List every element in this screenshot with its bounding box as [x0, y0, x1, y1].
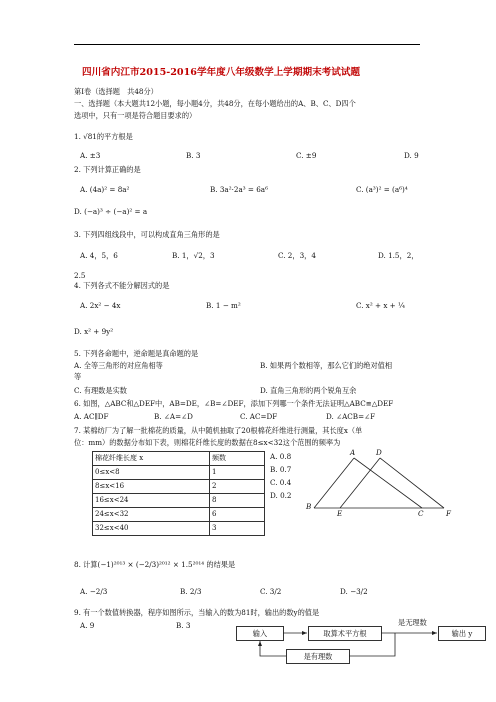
- table-row: [93, 508, 265, 522]
- q9-stem: 9. 有一个数值转换器，程序如图所示，当输入的数为81时，输出的数y的值是: [74, 608, 320, 617]
- header-rule: [74, 44, 420, 45]
- section-heading: 第Ⅰ卷（选择题 共48分）: [74, 87, 158, 96]
- q1-stem: 1. √81的平方根是: [74, 132, 133, 141]
- table-row: [93, 522, 265, 536]
- q5-stem: 5. 下列各命题中，逆命题是真命题的是: [74, 349, 199, 358]
- table-cell: 8: [210, 494, 265, 508]
- q6-option-c: C. AC=DF: [240, 412, 278, 421]
- flow-arrows: [230, 620, 490, 670]
- q8-option-a: A. −2/3: [80, 587, 108, 596]
- q6-option-b: B. ∠A=∠D: [154, 412, 193, 421]
- fiber-length-table: [92, 451, 265, 536]
- q7-option-a: A. 0.8: [270, 452, 292, 461]
- table-cell: 24≤x<32: [93, 508, 210, 522]
- point-label-c: C: [418, 509, 424, 518]
- segment-ed: [340, 458, 380, 508]
- flow-output-box: 输出 y: [438, 626, 486, 641]
- q3-option-d-cont: 2.5: [74, 271, 86, 280]
- arrow-process-rational: [349, 633, 395, 656]
- q1-option-c: C. ±9: [296, 151, 317, 160]
- q5-option-a: A. 全等三角形的对应角相等: [74, 361, 163, 370]
- q9-option-a: A. 9: [80, 621, 95, 630]
- q7-option-d: D. 0.2: [270, 491, 292, 500]
- table-cell: 32≤x<40: [93, 522, 210, 536]
- table-cell: 0≤x<8: [93, 466, 210, 480]
- q7-option-b: B. 0.7: [270, 465, 292, 474]
- arrow-rational-input: [260, 641, 286, 656]
- q7-option-c: C. 0.4: [270, 478, 292, 487]
- q9-option-b: B. 3: [176, 621, 191, 630]
- point-label-e: E: [337, 509, 343, 518]
- q5-option-b: B. 如果两个数相等，那么它们的绝对值相: [260, 361, 393, 370]
- table-cell: 1: [210, 466, 265, 480]
- table-cell: 16≤x<24: [93, 494, 210, 508]
- table-cell: 频数: [210, 452, 265, 466]
- q2-stem: 2. 下列计算正确的是: [74, 165, 141, 174]
- flow-process-box: 取算术平方根: [308, 626, 382, 641]
- page-title: 四川省内江市2015-2016学年度八年级数学上学期期末考试试题: [82, 67, 361, 78]
- table-cell: 2: [210, 480, 265, 494]
- q3-option-b: B. 1，√2，3: [172, 251, 215, 260]
- q7-stem-line1: 7. 某棉纺厂为了解一批棉花的质量，从中随机抽取了20根棉花纤维进行测量，其长度x（单: [74, 426, 363, 435]
- q3-option-a: A. 4，5，6: [80, 251, 118, 260]
- point-label-a: A: [350, 448, 356, 457]
- table-row: [93, 494, 265, 508]
- q7-stem-line2: 位：mm）的数据分布如下表，则棉花纤维长度的数据在8≤x<32这个范围的频率为: [74, 438, 341, 447]
- q2-option-b: B. 3a²·2a³ = 6a⁶: [210, 185, 268, 194]
- q8-option-c: C. 3/2: [260, 587, 282, 596]
- flow-rational-box: 是有理数: [286, 649, 350, 664]
- q4-option-a: A. 2x² − 4x: [80, 301, 121, 310]
- q2-option-d: D. (−a)³ ÷ (−a)² = a: [74, 207, 148, 216]
- q4-option-b: B. 1 − m²: [206, 301, 241, 310]
- q6-option-a: A. AC∥DF: [74, 412, 109, 421]
- flow-irrational-label: 是无理数: [398, 618, 427, 627]
- table-cell: 3: [210, 522, 265, 536]
- q3-option-c: C. 2，3，4: [278, 251, 316, 260]
- q2-option-a: A. (4a)² = 8a²: [80, 185, 130, 194]
- q6-option-d: D. ∠ACB=∠F: [326, 412, 376, 421]
- q8-stem: 8. 计算(−1)²⁰¹³ × (−2/3)²⁰¹² × 1.5²⁰¹⁴ 的结果是: [74, 560, 236, 569]
- q4-option-c: C. x² + x + ¼: [356, 301, 405, 310]
- q3-option-d: D. 1.5，2，: [378, 251, 419, 260]
- instructions-line1: 一、选择题（本大题共12小题，每小题4分，共48分，在每小题给出的A、B、C、D四个: [74, 99, 356, 108]
- q1-option-d: D. 9: [404, 151, 419, 160]
- table-cell: 8≤x<16: [93, 480, 210, 494]
- table-row: [93, 480, 265, 494]
- q4-stem: 4. 下列各式不能分解因式的是: [74, 281, 170, 290]
- q6-stem: 6. 如图，△ABC和△DEF中，AB=DE，∠B=∠DEF，添加下列哪一个条件无法证明△ABC≌△DEF: [74, 399, 394, 408]
- q1-option-a: A. ±3: [80, 151, 101, 160]
- point-label-b: B: [306, 502, 312, 511]
- q5-option-b-cont: 等: [74, 372, 82, 381]
- q5-option-d: D. 直角三角形的两个锐角互余: [260, 386, 357, 395]
- table-row: [93, 466, 265, 480]
- q5-option-c: C. 有理数是实数: [74, 386, 127, 395]
- instructions-line2: 选项中，只有一项是符合题目要求的）: [74, 111, 197, 120]
- q2-option-c: C. (a³)² = (a⁶)⁴: [356, 185, 408, 194]
- q8-option-d: D. −3/2: [340, 587, 368, 596]
- q3-stem: 3. 下列四组线段中，可以构成直角三角形的是: [74, 230, 220, 239]
- table-cell: 6: [210, 508, 265, 522]
- point-label-d: D: [376, 448, 382, 457]
- q4-option-d: D. x² + 9y²: [74, 327, 114, 336]
- flow-input-box: 输入: [236, 626, 284, 641]
- q8-option-b: B. 2/3: [180, 587, 202, 596]
- table-header-row: [93, 452, 265, 466]
- table-cell: 棉花纤维长度 x: [93, 452, 210, 466]
- point-label-f: F: [446, 509, 451, 518]
- segment-ba: [314, 458, 354, 508]
- q1-option-b: B. 3: [186, 151, 201, 160]
